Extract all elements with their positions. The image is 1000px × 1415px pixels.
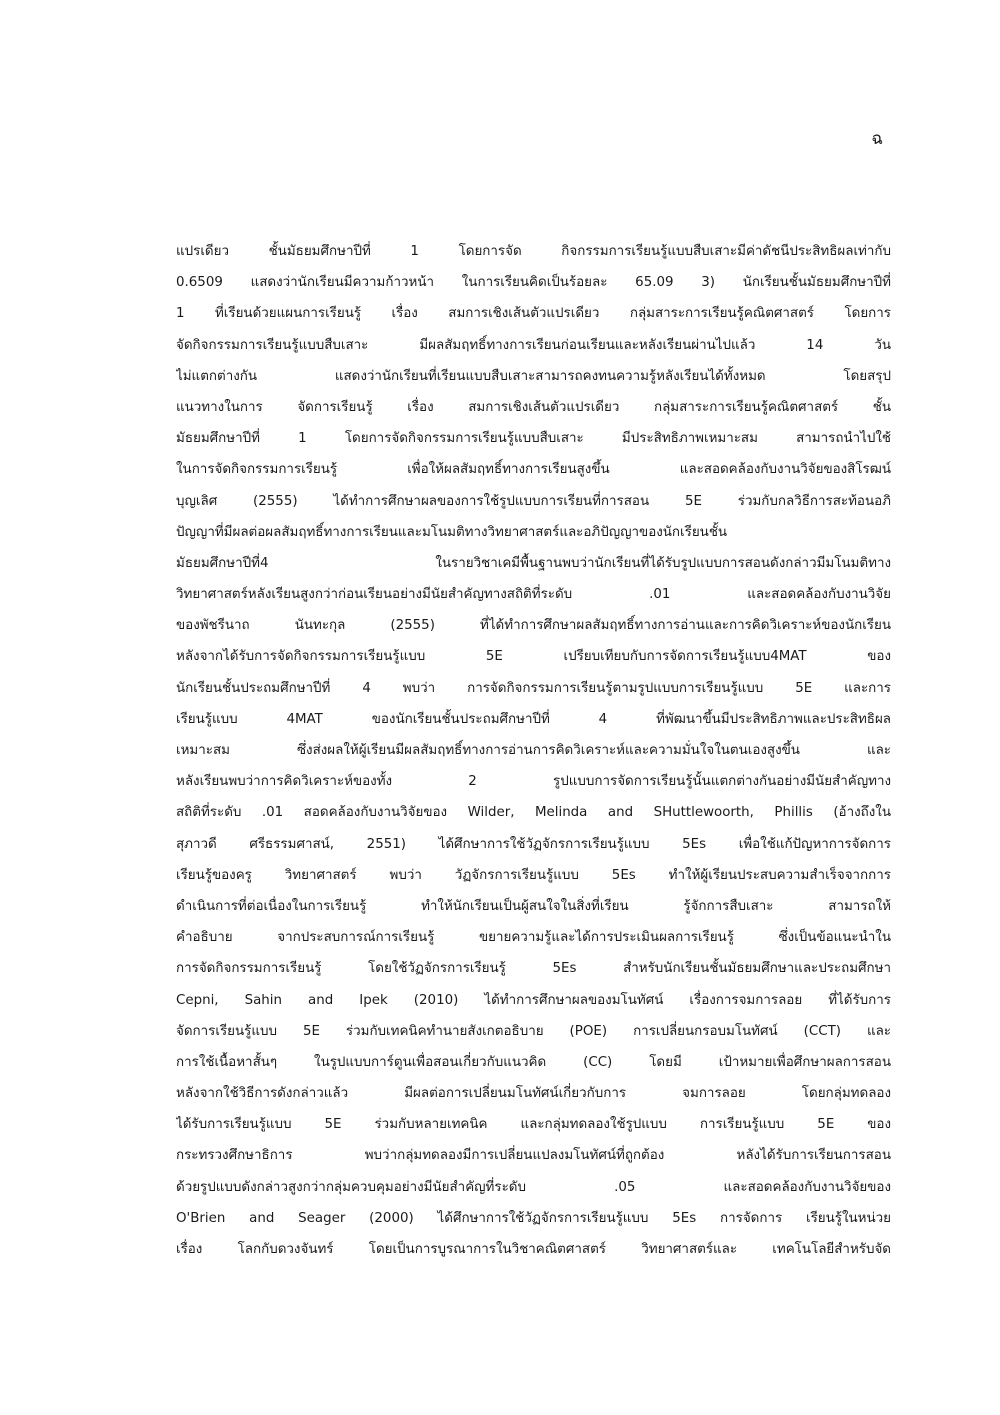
text-line: จัดกิจกรรมการเรียนรู้แบบสืบเสาะ มีผลสัมฤทธิ์ทางการเรียนก่อนเรียนและหลังเรียนผ่านไปแล้ว 14 วัน: [176, 337, 891, 353]
text-line: ด้วยรูปแบบดังกล่าวสูงกว่ากลุ่มควบคุมอย่างมีนัยสำคัญที่ระดับ .05 และสอดคล้องกับงานวิจัยของ: [176, 1179, 891, 1195]
text-line: หลังจากได้รับการจัดกิจกรรมการเรียนรู้แบบ 5E เปรียบเทียบกับการจัดการเรียนรู้แบบ4MAT ของ: [176, 649, 891, 665]
text-line: หลังจากใช้วิธีการดังกล่าวแล้ว มีผลต่อการเปลี่ยนมโนทัศน์เกี่ยวกับการ จมการลอย โดยกลุ่มทดลอง: [176, 1086, 891, 1102]
page-number: ฉ: [871, 129, 883, 149]
text-line: คำอธิบาย จากประสบการณ์การเรียนรู้ ขยายความรู้และได้การประเมินผลการเรียนรู้ ซึ่งเป็นข้อแนะนำใน: [176, 930, 891, 946]
text-line: ไม่แตกต่างกัน แสดงว่านักเรียนที่เรียนแบบสืบเสาะสามารถคงทนความรู้หลังเรียนได้ทั้งหมด โดยสรุป: [176, 368, 891, 384]
text-line: การจัดกิจกรรมการเรียนรู้ โดยใช้วัฏจักรการเรียนรู้ 5Es สำหรับนักเรียนชั้นมัธยมศึกษาและประถมศึกษา: [176, 961, 891, 977]
text-line: 1 ที่เรียนด้วยแผนการเรียนรู้ เรื่อง สมการเชิงเส้นตัวแปรเดียว กลุ่มสาระการเรียนรู้คณิตศาสตร์ โดยการ: [176, 306, 891, 322]
text-line: 0.6509 แสดงว่านักเรียนมีความก้าวหน้า ในการเรียนคิดเป็นร้อยละ 65.09 3) นักเรียนชั้นมัธยมศึกษาปีที่: [176, 275, 891, 291]
text-line: สถิติที่ระดับ .01 สอดคล้องกับงานวิจัยของ Wilder, Melinda and SHuttlewoorth, Phillis (อ้างถึงใน: [176, 805, 891, 821]
text-line: มัธยมศึกษาปีที่4 ในรายวิชาเคมีพื้นฐานพบว่านักเรียนที่ได้รับรูปแบบการสอนดังกล่าวมีมโนมติทาง: [176, 555, 891, 571]
text-line: การใช้เนื้อหาสั้นๆ ในรูปแบบการ์ตูนเพื่อสอนเกี่ยวกับแนวคิด (CC) โดยมี เป้าหมายเพื่อศึกษาผลการสอน: [176, 1054, 891, 1070]
text-line: ได้รับการเรียนรู้แบบ 5E ร่วมกับหลายเทคนิค และกลุ่มทดลองใช้รูปแบบ การเรียนรู้แบบ 5E ของ: [176, 1117, 891, 1133]
text-line: จัดการเรียนรู้แบบ 5E ร่วมกับเทคนิคทำนายสังเกตอธิบาย (POE) การเปลี่ยนกรอบมโนทัศน์ (CCT) และ: [176, 1023, 891, 1039]
text-line: เรียนรู้แบบ 4MAT ของนักเรียนชั้นประถมศึกษาปีที่ 4 ที่พัฒนาขึ้นมีประสิทธิภาพและประสิทธิผล: [176, 711, 891, 727]
text-line: ของพัชรีนาถ นันทะกุล (2555) ที่ได้ทำการศึกษาผลสัมฤทธิ์ทางการอ่านและการคิดวิเคราะห์ของนักเรียน: [176, 618, 891, 634]
text-line: เรื่อง โลกกับดวงจันทร์ โดยเป็นการบูรณาการในวิชาคณิตศาสตร์ วิทยาศาสตร์และ เทคโนโลยีสำหรับจัด: [176, 1242, 891, 1257]
body-paragraph: [176, 236, 891, 1265]
text-line: บุญเลิศ (2555) ได้ทำการศึกษาผลของการใช้รูปแบบการเรียนที่การสอน 5E ร่วมกับกลวิธีการสะท้อนอภิ: [176, 493, 891, 509]
text-line: นักเรียนชั้นประถมศึกษาปีที่ 4 พบว่า การจัดกิจกรรมการเรียนรู้ตามรูปแบบการเรียนรู้แบบ 5E และการ: [176, 680, 891, 696]
text-line: กระทรวงศึกษาธิการ พบว่ากลุ่มทดลองมีการเปลี่ยนแปลงมโนทัศน์ที่ถูกต้อง หลังได้รับการเรียนการสอน: [176, 1148, 891, 1164]
text-line: แปรเดียว ชั้นมัธยมศึกษาปีที่ 1 โดยการจัด กิจกรรมการเรียนรู้แบบสืบเสาะมีค่าดัชนีประสิทธิผลเท่ากับ: [176, 244, 891, 259]
text-line: ดำเนินการที่ต่อเนื่องในการเรียนรู้ ทำให้นักเรียนเป็นผู้สนใจในสิ่งที่เรียน รู้จักการสืบเสาะ สามารถให้: [176, 898, 891, 914]
text-line: O'Brien and Seager (2000) ได้ศึกษาการใช้วัฏจักรการเรียนรู้แบบ 5Es การจัดการ เรียนรู้ในหน่วย: [176, 1210, 891, 1226]
text-line: หลังเรียนพบว่าการคิดวิเคราะห์ของทั้ง 2 รูปแบบการจัดการเรียนรู้นั้นแตกต่างกันอย่างมีนัยสำคัญทาง: [176, 774, 891, 790]
text-line: แนวทางในการ จัดการเรียนรู้ เรื่อง สมการเชิงเส้นตัวแปรเดียว กลุ่มสาระการเรียนรู้คณิตศาสตร์ ชั้น: [176, 399, 891, 415]
text-line: มัธยมศึกษาปีที่ 1 โดยการจัดกิจกรรมการเรียนรู้แบบสืบเสาะ มีประสิทธิภาพเหมาะสม สามารถนำไปใช้: [176, 431, 891, 447]
text-line: Cepni, Sahin and Ipek (2010) ได้ทำการศึกษาผลของมโนทัศน์ เรื่องการจมการลอย ที่ได้รับการ: [176, 992, 891, 1008]
text-line: วิทยาศาสตร์หลังเรียนสูงกว่าก่อนเรียนอย่างมีนัยสำคัญทางสถิติที่ระดับ .01 และสอดคล้องกับงานวิจัย: [176, 587, 891, 603]
text-line: เหมาะสม ซึ่งส่งผลให้ผู้เรียนมีผลสัมฤทธิ์ทางการอ่านการคิดวิเคราะห์และความมั่นใจในตนเองสูงขึ้น และ: [176, 743, 891, 758]
text-line: ในการจัดกิจกรรมการเรียนรู้ เพื่อให้ผลสัมฤทธิ์ทางการเรียนสูงขึ้น และสอดคล้องกับงานวิจัยของสิโรฒน์: [176, 462, 891, 478]
text-line: เรียนรู้ของครู วิทยาศาสตร์ พบว่า วัฏจักรการเรียนรู้แบบ 5Es ทำให้ผู้เรียนประสบความสำเร็จจากการ: [176, 867, 891, 883]
text-line: ปัญญาที่มีผลต่อผลสัมฤทธิ์ทางการเรียนและมโนมติทางวิทยาศาสตร์และอภิปัญญาของนักเรียนชั้น: [176, 524, 728, 540]
text-line: สุภาวดี ศรีธรรมศาสน์, 2551) ได้ศึกษาการใช้วัฏจักรการเรียนรู้แบบ 5Es เพื่อใช้แก้ปัญหาการจัดการ: [176, 836, 891, 852]
